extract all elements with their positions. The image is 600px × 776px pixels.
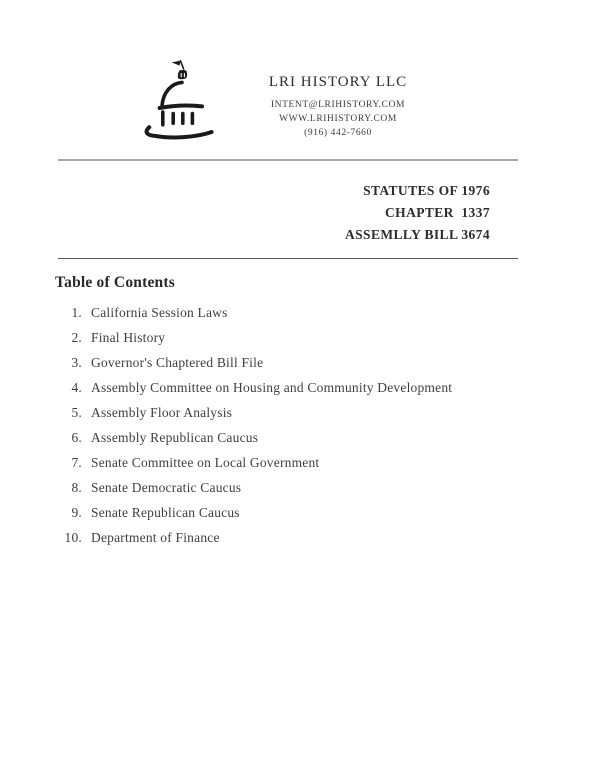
toc-item-number: 3. [71,355,82,370]
toc-list [55,305,452,555]
toc-heading: Table of Contents [55,274,175,291]
toc-item-label: Senate Republican Caucus [91,505,240,520]
case-reference-block [345,180,490,246]
toc-item [55,430,452,444]
toc-item [55,530,452,544]
assembly-bill-line: ASSEMLLY BILL 3674 [344,227,490,242]
toc-item-number: 7. [71,455,82,470]
toc-item-label: Senate Democratic Caucus [91,480,242,495]
toc-item-label: Department of Finance [91,530,220,545]
toc-item [55,355,452,369]
toc-item-number: 2. [71,330,82,345]
capitol-dome-logo-icon [138,58,218,142]
toc-item-number: 1. [71,305,82,320]
toc-item-label: Assembly Republican Caucus [91,430,259,445]
company-phone: (916) 442-7660 [304,128,372,138]
toc-item-number: 9. [71,505,82,520]
toc-item-label: Senate Committee on Local Government [91,455,320,470]
chapter-line: CHAPTER 1337 [385,205,490,220]
toc-item-label: California Session Laws [91,305,228,320]
toc-item-label: Final History [91,330,166,345]
company-website: WWW.LRIHISTORY.COM [279,114,397,124]
toc-item-label: Assembly Floor Analysis [91,405,233,420]
toc-item-label: Assembly Committee on Housing and Community Development [91,380,453,395]
toc-item [55,305,452,319]
toc-item [55,455,452,469]
company-name: LRI HISTORY LLC [268,74,408,90]
toc-item [55,480,452,494]
toc-item-number: 5. [71,405,82,420]
toc-item-number: 8. [71,480,82,495]
toc-item-label: Governor's Chaptered Bill File [91,355,264,370]
toc-item [55,505,452,519]
letterhead [138,58,438,142]
horizontal-rule-top [58,159,518,161]
toc-item [55,380,452,394]
toc-item-number: 10. [64,530,82,545]
toc-item [55,330,452,344]
toc-item [55,405,452,419]
toc-item-number: 6. [71,430,82,445]
horizontal-rule-bottom [58,258,518,259]
company-email: INTENT@LRIHISTORY.COM [270,100,406,110]
toc-item-number: 4. [71,380,82,395]
statutes-line: STATUTES OF 1976 [363,183,490,198]
letterhead-text [238,58,438,140]
